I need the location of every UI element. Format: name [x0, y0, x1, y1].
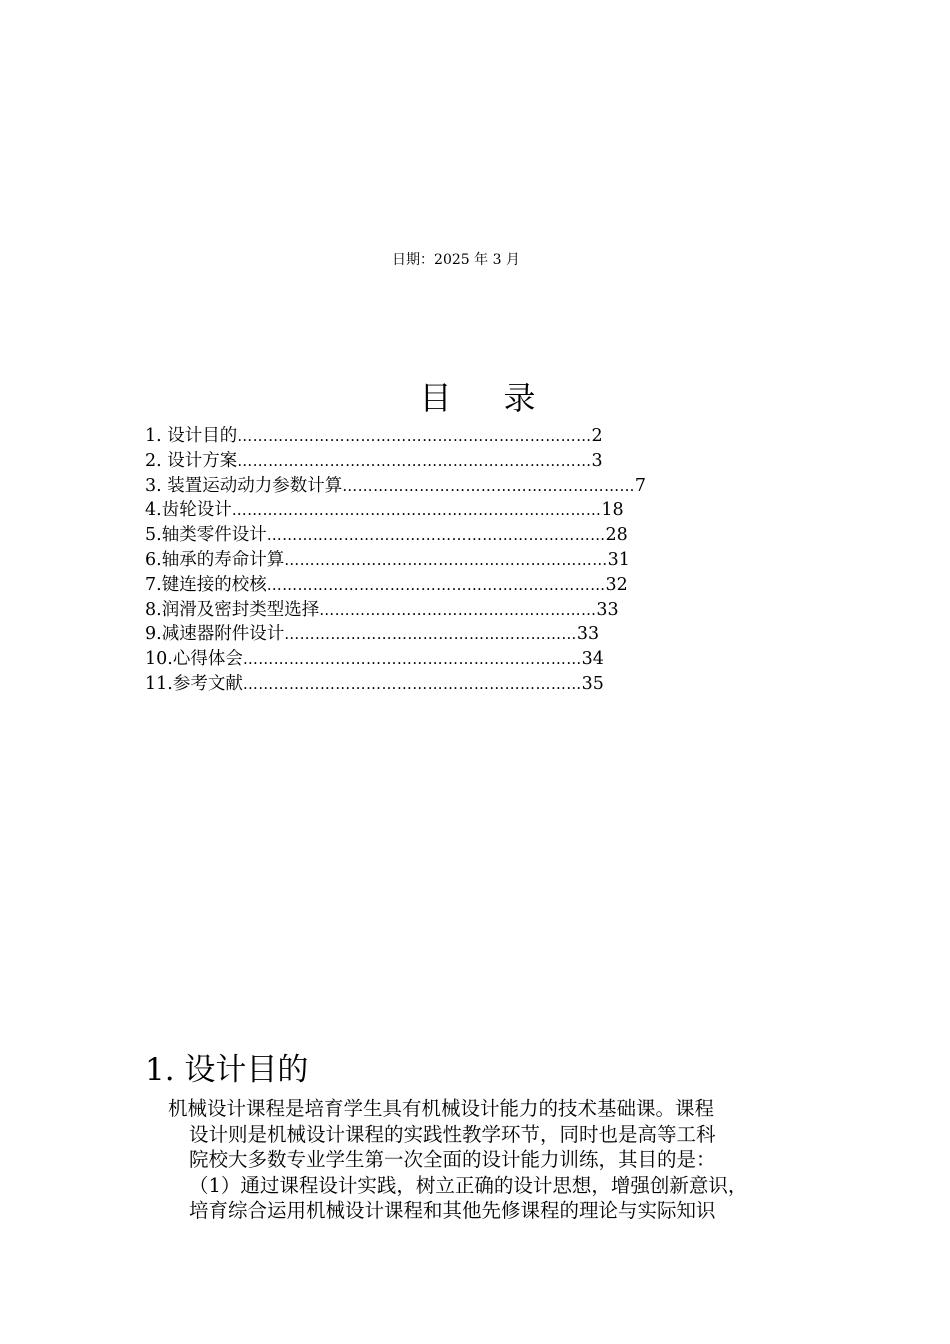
toc-entry-page: 35	[581, 673, 604, 694]
toc-entry-page: 32	[605, 574, 628, 595]
body-line: 院校大多数专业学生第一次全面的设计能力训练，其目的是：	[189, 1148, 716, 1171]
toc-entry-page: 18	[601, 500, 624, 521]
toc-leader-dots: …………………………………………………	[284, 625, 577, 644]
toc-entry-label: 8.润滑及密封类型选择	[145, 599, 320, 620]
toc-entry[interactable]	[145, 474, 805, 499]
toc-entry-page: 34	[581, 649, 604, 670]
toc-entry[interactable]	[145, 622, 805, 647]
toc-entry-label: 4.齿轮设计	[145, 500, 232, 521]
toc-leader-dots: ……………………………………………………………	[237, 451, 592, 470]
toc-leader-dots: …………………………………………………………	[242, 650, 582, 669]
section-body	[168, 1096, 818, 1224]
toc-leader-dots: …………………………………………………………	[266, 526, 606, 545]
toc-leader-dots: ……………………………………………………………	[237, 427, 592, 445]
toc-leader-dots: …………………………………………………………	[266, 575, 606, 594]
toc-leader-dots: ………………………………………………………………	[231, 501, 602, 520]
toc-entry[interactable]	[145, 449, 805, 474]
toc-leader-dots: ………………………………………………	[319, 600, 597, 619]
toc-entry[interactable]	[145, 424, 805, 449]
toc-title-part1: 目	[419, 379, 452, 417]
date-line: 日期：2025 年 3 月	[392, 252, 520, 268]
toc-entry[interactable]	[145, 548, 805, 573]
toc-title	[0, 378, 950, 418]
toc-leader-dots: …………………………………………………………	[242, 674, 582, 693]
toc-entry-label: 9.减速器附件设计	[145, 624, 285, 645]
section-heading: 1. 设计目的	[145, 1052, 309, 1088]
toc-entry-label: 5.轴类零件设计	[145, 525, 267, 546]
toc-entry-page: 33	[576, 624, 600, 645]
toc-entry-label: 7.键连接的校核	[145, 574, 267, 595]
toc-entry-page: 28	[605, 525, 628, 546]
toc-entry-label: 11.参考文献	[145, 673, 243, 694]
toc-entry-label: 1. 设计目的	[145, 426, 238, 446]
table-of-contents	[145, 424, 805, 697]
toc-title-part2: 录	[503, 379, 536, 417]
toc-entry-page: 31	[607, 549, 630, 570]
toc-entry[interactable]	[145, 523, 805, 548]
body-line: （1）通过课程设计实践，树立正确的设计思想，增强创新意识，	[189, 1173, 748, 1197]
toc-entry[interactable]	[145, 598, 805, 623]
toc-entry-label: 3. 装置运动动力参数计算	[145, 475, 343, 496]
toc-entry-label: 10.心得体会	[145, 649, 243, 670]
toc-entry-label: 2. 设计方案	[145, 450, 238, 471]
toc-entry-page: 3	[591, 450, 603, 471]
toc-entry[interactable]	[145, 647, 805, 672]
toc-entry[interactable]	[145, 672, 805, 697]
toc-entry-page: 2	[591, 426, 603, 446]
toc-entry-page: 33	[596, 599, 619, 620]
toc-leader-dots: ………………………………………………………	[284, 550, 608, 569]
body-line: 机械设计课程是培育学生具有机械设计能力的技术基础课。课程	[168, 1097, 715, 1120]
toc-entry-label: 6.轴承的寿命计算	[145, 549, 285, 570]
toc-entry[interactable]	[145, 573, 805, 598]
toc-entry[interactable]	[145, 498, 805, 523]
toc-entry-page: 7	[634, 475, 647, 496]
body-line: 培育综合运用机械设计课程和其他先修课程的理论与实际知识	[189, 1199, 716, 1222]
toc-leader-dots: …………………………………………………	[342, 476, 635, 495]
body-line: 设计则是机械设计课程的实践性教学环节，同时也是高等工科	[189, 1122, 716, 1146]
